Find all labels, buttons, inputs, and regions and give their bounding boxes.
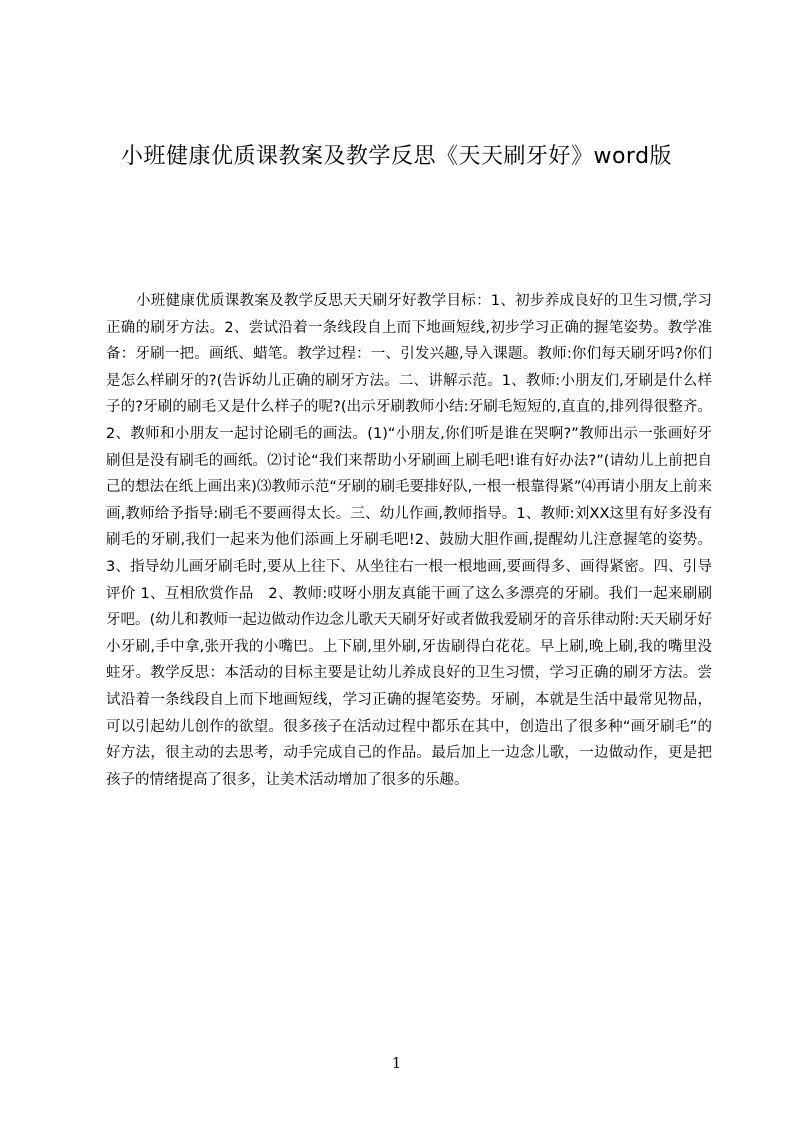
body-paragraph: 小班健康优质课教案及教学反思天天刷牙好教学目标：1、初步养成良好的卫生习惯,学习正确的刷牙方法。2、尝试沿着一条线段自上而下地画短线,初步学习正确的握笔姿势。教学准备：牙刷一把。画纸、蜡笔。教学过程：一、引发兴趣,导入课题。教师:你们每天刷牙吗?你们是怎么样刷牙的?(告诉幼儿正确的刷牙方法。二、讲解示范。1、教师:小朋友们,牙刷是什么样子的?牙刷的刷毛又是什么样子的呢?(出示牙刷教师小结:牙刷毛短短的,直直的,排列得很整齐。2、教师和小朋友一起讨论刷毛的画法。(1)“小朋友,你们听是谁在哭啊?”教师出示一张画好牙刷但是没有刷毛的画纸。⑵讨论“我们来帮助小牙刷画上刷毛吧!谁有好办法?”(请幼儿上前把自己的想法在纸上画出来)⑶教师示范“牙刷的刷毛要排好队,一根一根靠得紧”⑷再请小朋友上前来画,教师给予指导:刷毛不要画得太长。三、幼儿作画,教师指导。1、教师:刘XX这里有好多没有刷毛的牙刷,我们一起来为他们添画上牙刷毛吧!2、鼓励大胆作画,提醒幼儿注意握笔的姿势。3、指导幼儿画牙刷毛时,要从上往下、从坐往右一根一根地画,要画得多、画得紧密。四、引导评价 1、互相欣赏作品 2、教师:哎呀小朋友真能干画了这么多漂亮的牙刷。我们一起来刷刷牙吧。(幼儿和教师一起边做动作边念儿歌天天刷牙好或者做我爱刷牙的音乐律动附:天天刷牙好小牙刷,手中拿,张开我的小嘴巴。上下刷,里外刷,牙齿刷得白花花。早上刷,晚上刷,我的嘴里没蛀牙。教学反思：本活动的目标主要是让幼儿养成良好的卫生习惯，学习正确的刷牙方法。尝试沿着一条线段自上而下地画短线，学习正确的握笔姿势。牙刷，本就是生活中最常见物品，可以引起幼儿创作的欲望。很多孩子在活动过程中都乐在其中，创造出了很多种“画牙刷毛”的好方法，很主动的去思考，动手完成自己的作品。最后加上一边念儿歌，一边做动作，更是把孩子的情绪提高了很多，让美术活动增加了很多的乐趣。 [106, 293, 712, 788]
page-number: 1 [391, 1054, 402, 1072]
document-title: 小班健康优质课教案及教学反思《天天刷牙好》word版 [120, 144, 673, 169]
